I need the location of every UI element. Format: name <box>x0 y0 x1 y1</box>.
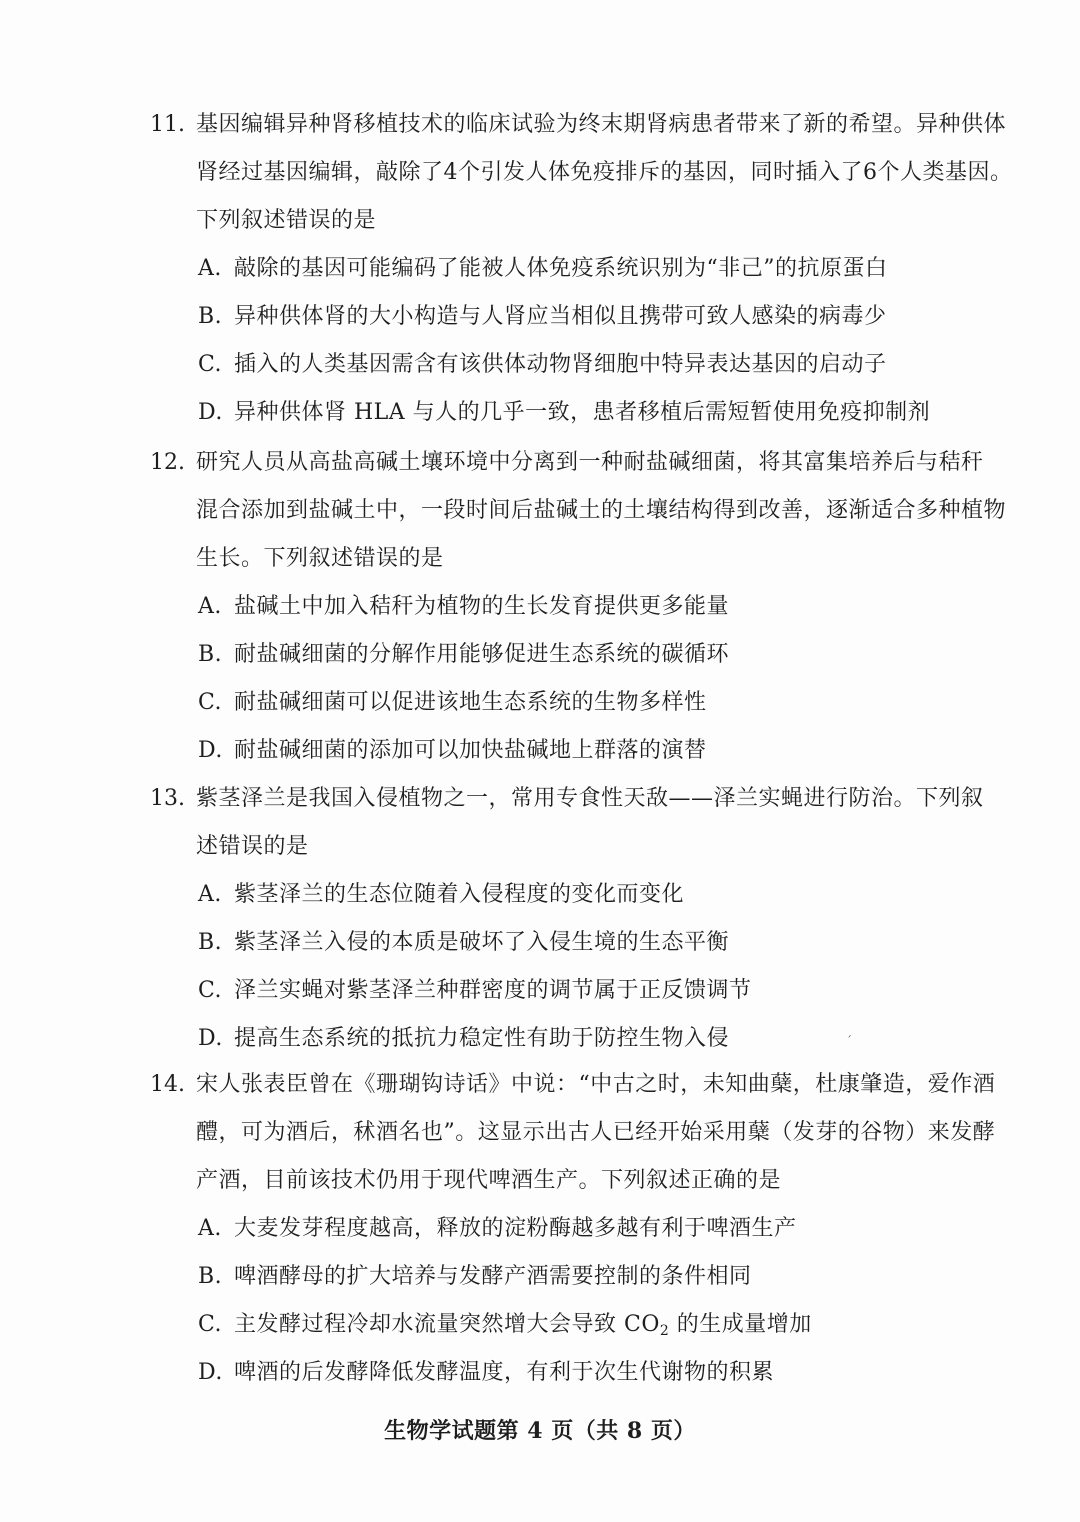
option-text: 敲除的基因可能编码了能被人体免疫系统识别为“非己”的抗原蛋白 <box>234 256 888 281</box>
question-stem-line: 基因编辑异种肾移植技术的临床试验为终末期肾病患者带来了新的希望。异种供体 <box>196 112 1007 137</box>
option-label: B. <box>198 304 223 329</box>
option-label: D. <box>198 1026 223 1051</box>
option-label: B. <box>198 1264 223 1289</box>
option-a <box>198 880 684 910</box>
option-text: 提高生态系统的抵抗力稳定性有助于防控生物入侵 <box>234 1026 730 1051</box>
option-label: A. <box>198 882 222 907</box>
scan-speck: ˊ <box>846 1034 852 1048</box>
option-text: 耐盐碱细菌的分解作用能够促进生态系统的碳循环 <box>234 642 730 667</box>
option-a <box>198 1214 797 1244</box>
option-c <box>198 1310 812 1346</box>
option-text: 紫茎泽兰入侵的本质是破坏了入侵生境的生态平衡 <box>234 930 730 955</box>
option-d <box>198 736 707 766</box>
option-text-pre: 主发酵过程冷却水流量突然增大会导致 CO <box>234 1312 660 1337</box>
option-text: 紫茎泽兰的生态位随着入侵程度的变化而变化 <box>234 882 685 907</box>
option-label: A. <box>198 1216 222 1241</box>
option-text: 异种供体肾的大小构造与人肾应当相似且携带可致人感染的病毒少 <box>234 304 887 329</box>
option-text-post: 的生成量增加 <box>669 1312 812 1337</box>
option-text: 耐盐碱细菌可以促进该地生态系统的生物多样性 <box>234 690 707 715</box>
option-label: A. <box>198 594 222 619</box>
option-label: D. <box>198 738 223 763</box>
option-text: 泽兰实蝇对紫茎泽兰种群密度的调节属于正反馈调节 <box>234 978 752 1003</box>
option-a <box>198 592 729 622</box>
question-stem-line: 产酒，目前该技术仍用于现代啤酒生产。下列叙述正确的是 <box>196 1168 782 1193</box>
question-stem-line: 宋人张表臣曾在《珊瑚钩诗话》中说：“中古之时，未知曲蘖，杜康肇造，爱作酒 <box>196 1072 996 1097</box>
option-label: D. <box>198 400 223 425</box>
option-b <box>198 1262 752 1292</box>
option-c <box>198 976 752 1006</box>
option-text: 大麦发芽程度越高，释放的淀粉酶越多越有利于啤酒生产 <box>234 1216 797 1241</box>
option-text: 插入的人类基因需含有该供体动物肾细胞中特异表达基因的启动子 <box>234 352 887 377</box>
option-label: C. <box>198 352 223 377</box>
option-label: D. <box>198 1360 223 1385</box>
page-footer: 生物学试题第 4 页（共 8 页） <box>384 1418 696 1444</box>
option-label: C. <box>198 690 223 715</box>
question-stem-line: 醴，可为酒后，秫酒名也”。这显示出古人已经开始采用蘖（发芽的谷物）来发酵 <box>196 1120 996 1145</box>
option-text: 啤酒酵母的扩大培养与发酵产酒需要控制的条件相同 <box>234 1264 752 1289</box>
option-d <box>198 1024 729 1054</box>
question-stem-line: 肾经过基因编辑，敲除了4个引发人体免疫排斥的基因，同时插入了6个人类基因。 <box>196 160 1013 185</box>
question-stem-line: 下列叙述错误的是 <box>196 208 377 233</box>
option-b <box>198 302 887 332</box>
option-b <box>198 928 729 958</box>
question-number: 13. <box>150 786 185 811</box>
question-number: 12. <box>150 450 185 475</box>
question-stem-line: 生长。下列叙述错误的是 <box>196 546 444 571</box>
option-b <box>198 640 729 670</box>
option-label: B. <box>198 930 223 955</box>
option-d <box>198 1358 774 1388</box>
question-stem-line: 混合添加到盐碱土中，一段时间后盐碱土的土壤结构得到改善，逐渐适合多种植物 <box>196 498 1007 523</box>
question-stem-line: 述错误的是 <box>196 834 309 859</box>
option-text: 耐盐碱细菌的添加可以加快盐碱地上群落的演替 <box>234 738 707 763</box>
option-text: 盐碱土中加入秸秆为植物的生长发育提供更多能量 <box>234 594 730 619</box>
option-d <box>198 398 930 428</box>
option-text: 异种供体肾 HLA 与人的几乎一致，患者移植后需短暂使用免疫抑制剂 <box>234 400 931 425</box>
option-label: B. <box>198 642 223 667</box>
option-text-subscript: 2 <box>659 1323 670 1339</box>
option-a <box>198 254 888 284</box>
question-stem-line: 紫茎泽兰是我国入侵植物之一，常用专食性天敌——泽兰实蝇进行防治。下列叙 <box>196 786 984 811</box>
question-number: 14. <box>150 1072 185 1097</box>
option-label: C. <box>198 1312 223 1337</box>
question-stem-line: 研究人员从高盐高碱土壤环境中分离到一种耐盐碱细菌，将其富集培养后与秸秆 <box>196 450 984 475</box>
option-c <box>198 350 887 380</box>
option-label: A. <box>198 256 222 281</box>
option-c <box>198 688 707 718</box>
option-label: C. <box>198 978 223 1003</box>
option-text: 啤酒的后发酵降低发酵温度，有利于次生代谢物的积累 <box>234 1360 775 1385</box>
question-number: 11. <box>150 112 185 137</box>
